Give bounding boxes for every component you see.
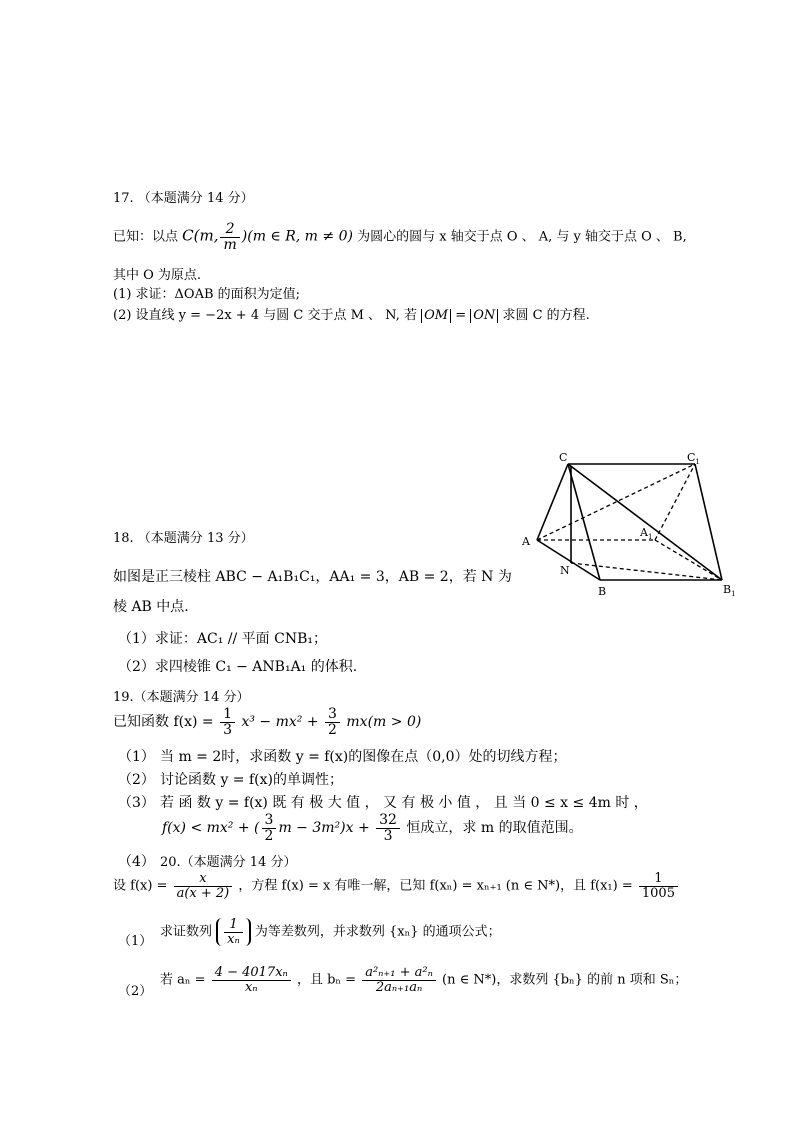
q19-p3b-frac2-den: 3	[383, 827, 393, 844]
q17-origin: 其中 O 为原点.	[113, 268, 202, 283]
label-a: A	[522, 535, 530, 548]
q19-p3b-frac2-num: 32	[376, 813, 400, 829]
q20-p2-prefix: 若 aₙ =	[160, 972, 206, 988]
q19-p4-label: （4）	[118, 854, 155, 870]
edge-n-b1	[571, 563, 722, 580]
q19-p3b-frac1-den: 2	[264, 827, 274, 844]
label-c1	[687, 451, 700, 466]
q17-given	[113, 222, 687, 252]
q20-p2-bfrac-den: 2aₙ₊₁aₙ	[375, 979, 423, 995]
q20-def-frac-num: x	[174, 872, 233, 887]
q17-part2	[113, 304, 590, 323]
edge-a-c1	[537, 464, 695, 540]
label-b1-sub: 1	[731, 590, 736, 598]
q19-p3-label: （3）	[118, 795, 155, 811]
label-n: N	[560, 564, 570, 577]
q20-p1-brace	[216, 918, 251, 946]
q19-given-suffix: mx(m > 0)	[346, 714, 422, 731]
q17-condition: )(m ∈ R, m ≠ 0)	[241, 228, 353, 245]
edge-a1-c1	[655, 464, 695, 540]
q17-part2-prefix: (2) 设直线 y = −2x + 4 与圆 C 交于点 M 、 N, 若	[113, 308, 417, 323]
q19-frac1-den: 3	[223, 721, 233, 738]
q20-p2-suffix: (n ∈ N*)，求数列 {bₙ} 的前 n 项和 Sₙ；	[442, 972, 688, 988]
q19-p3b-frac1-num: 3	[262, 813, 277, 829]
q20-p2-mid: ，且 bₙ =	[296, 972, 357, 988]
q19-frac1	[220, 707, 235, 737]
q19-p3b	[162, 813, 583, 843]
q17-frac-num: 2	[220, 222, 239, 238]
q20-p1-frac	[224, 918, 243, 946]
prism-figure	[515, 448, 745, 603]
q20-p2-frac-num: 4 − 4017xₙ	[212, 966, 291, 981]
q18-part2: （2）求四棱锥 C₁ − ANB₁A₁ 的体积.	[118, 659, 358, 675]
q20-p2-label: （2）	[118, 984, 153, 999]
q17-given-prefix: 已知：以点	[113, 229, 179, 245]
q19-header: 19.（本题满分 14 分）	[113, 690, 250, 705]
q19-frac2-den: 2	[328, 721, 337, 738]
q20-p2-frac	[212, 966, 291, 994]
q20-def-frac-den: a(x + 2)	[176, 885, 230, 901]
q20-p1-suffix: 为等差数列，并求数列 {xₙ} 的通项公式；	[254, 924, 501, 940]
label-a1-sub: 1	[647, 533, 653, 541]
q19-given-prefix: 已知函数 f(x) =	[113, 714, 214, 731]
q19-frac2-num: 3	[325, 707, 340, 723]
q20-def-frac	[174, 872, 233, 900]
q20-def-frac2-den: 1005	[641, 885, 675, 901]
q20-def-prefix: 设 f(x) =	[113, 878, 168, 894]
q20-p2	[160, 966, 687, 994]
q19-p2-label: （2）	[118, 772, 155, 788]
q17-on-abs: ON	[470, 309, 498, 323]
q20-p2-bfrac	[362, 966, 436, 994]
q17-header: 17. （本题满分 14 分）	[113, 191, 254, 206]
q20-def-mid: ，方程 f(x) = x 有唯一解，已知 f(xₙ) = xₙ₊₁ (n ∈ N*)，且 f(x₁) =	[238, 878, 633, 894]
q17-om-abs: OM	[421, 309, 451, 323]
q20-p1-frac-den: xₙ	[227, 931, 240, 947]
q19-given	[113, 707, 421, 737]
q18-line1: 如图是正三棱柱 ABC − A₁B₁C₁，AA₁ = 3，AB = 2，若 N 为	[113, 569, 512, 585]
q19-p3: 若 函 数 y = f(x) 既 有 极 大 值 ， 又 有 极 小 值 ， 且 当 0 ≤ x ≤ 4m 时 ，	[160, 795, 648, 811]
q17-frac-den: m	[223, 236, 237, 253]
edge-c-a	[537, 464, 568, 540]
q20-p2-frac-den: xₙ	[244, 979, 258, 995]
q20-p1-frac-num: 1	[224, 918, 243, 933]
label-a1	[639, 526, 652, 541]
q18-line2: 棱 AB 中点.	[113, 599, 189, 615]
q20-definition	[113, 872, 680, 900]
q18-header: 18. （本题满分 13 分）	[113, 531, 254, 546]
q20-def-frac2	[639, 872, 678, 900]
label-c1-letter: C	[687, 451, 696, 464]
label-b: B	[598, 585, 607, 598]
q17-part1: (1) 求证：ΔOAB 的面积为定值;	[113, 287, 301, 302]
q19-frac2	[325, 707, 340, 737]
q20-p1-prefix: 求证数列	[160, 924, 213, 940]
q20-p2-bfrac-num: a²ₙ₊₁ + a²ₙ	[362, 966, 436, 981]
q20-p1	[160, 918, 501, 946]
q19-p1-label: （1）	[118, 749, 155, 765]
q19-p3b-suffix: 恒成立，求 m 的取值范围。	[406, 820, 583, 837]
q18-part1: （1）求证：AC₁ // 平面 CNB₁；	[118, 631, 327, 647]
q19-frac1-num: 1	[220, 707, 235, 723]
q19-p2: 讨论函数 y = f(x)的单调性；	[160, 772, 343, 788]
label-b1	[723, 583, 736, 598]
q17-point-c: C(m,	[182, 226, 219, 245]
q19-p3b-frac2	[376, 813, 400, 843]
q19-p1: 当 m = 2时，求函数 y = f(x)的图像在点（0,0）处的切线方程；	[160, 749, 567, 765]
q19-p3b-mid: m − 3m²)x +	[278, 820, 370, 837]
label-b1-letter: B	[723, 583, 732, 596]
q17-part2-suffix: 求圆 C 的方程.	[502, 308, 590, 323]
q20-p1-label: （1）	[118, 934, 153, 949]
q20-def-frac2-num: 1	[639, 872, 678, 887]
q17-fraction	[220, 222, 239, 252]
q19-given-mid: x³ − mx² +	[241, 714, 319, 731]
q20-header: 20.（本题满分 14 分）	[160, 855, 297, 870]
q17-equals: =	[451, 308, 471, 323]
label-c: C	[559, 451, 568, 464]
q17-given-suffix: 为圆心的圆与 x 轴交于点 O 、 A, 与 y 轴交于点 O 、 B,	[357, 229, 687, 245]
label-c1-sub: 1	[695, 458, 700, 466]
q19-p3b-prefix: f(x) < mx² + (	[162, 820, 260, 837]
q19-p3b-frac1	[262, 813, 277, 843]
label-a1-letter: A	[640, 526, 648, 539]
